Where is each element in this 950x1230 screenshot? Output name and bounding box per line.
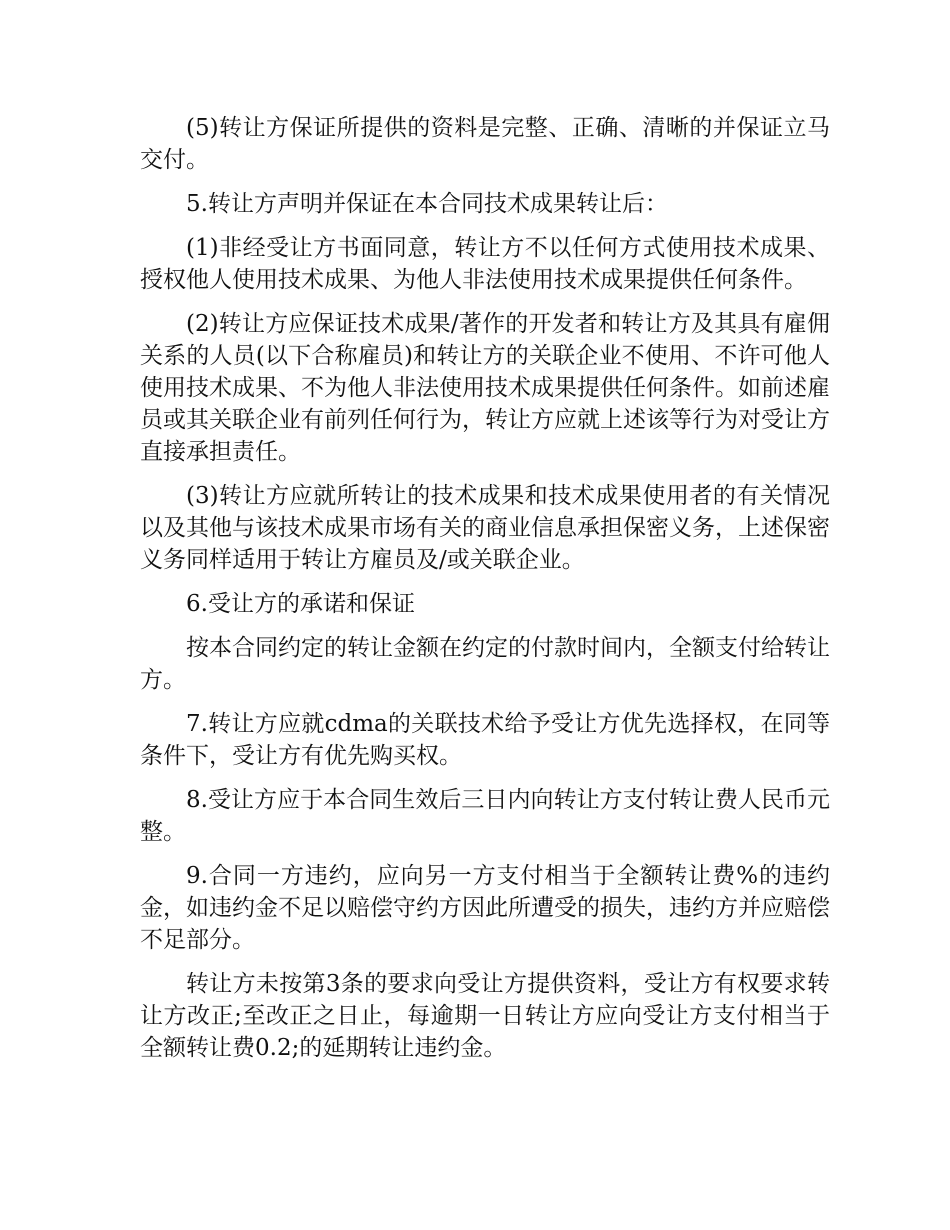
- paragraph-clause-8: 8.受让方应于本合同生效后三日内向转让方支付转让费人民币元整。: [140, 787, 830, 845]
- document-body: [140, 112, 830, 1076]
- paragraph-clause-5-2: (2)转让方应保证技术成果/著作的开发者和转让方及其具有雇佣关系的人员(以下合称雇员)和转让方的关联企业不使用、不许可他人使用技术成果、不为他人非法使用技术成果提供任何条件。如前述雇员或其关联企业有前列任何行为，转让方应就上述该等行为对受让方直接承担责任。: [140, 311, 830, 465]
- paragraph-clause-7: 7.转让方应就cdma的关联技术给予受让方优先选择权，在同等条件下，受让方有优先购买权。: [140, 711, 830, 769]
- paragraph-clause-5-3: (3)转让方应就所转让的技术成果和技术成果使用者的有关情况以及其他与该技术成果市场有关的商业信息承担保密义务，上述保密义务同样适用于转让方雇员及/或关联企业。: [140, 483, 830, 573]
- paragraph-clause-9: 9.合同一方违约，应向另一方支付相当于全额转让费%的违约金，如违约金不足以赔偿守约方因此所遭受的损失，违约方并应赔偿不足部分。: [140, 863, 830, 953]
- paragraph-clause-5-5: (5)转让方保证所提供的资料是完整、正确、清晰的并保证立马交付。: [140, 115, 830, 173]
- paragraph-clause-6-heading: 6.受让方的承诺和保证: [186, 591, 415, 617]
- paragraph-clause-5-1: (1)非经受让方书面同意，转让方不以任何方式使用技术成果、授权他人使用技术成果、为他人非法使用技术成果提供任何条件。: [140, 235, 830, 293]
- paragraph-late-delivery-penalty: 转让方未按第3条的要求向受让方提供资料，受让方有权要求转让方改正;至改正之日止，每逾期一日转让方应向受让方支付相当于全额转让费0.2;的延期转让违约金。: [140, 971, 830, 1061]
- paragraph-clause-5-heading: 5.转让方声明并保证在本合同技术成果转让后：: [186, 191, 668, 217]
- paragraph-clause-6-body: 按本合同约定的转让金额在约定的付款时间内，全额支付给转让方。: [140, 635, 830, 693]
